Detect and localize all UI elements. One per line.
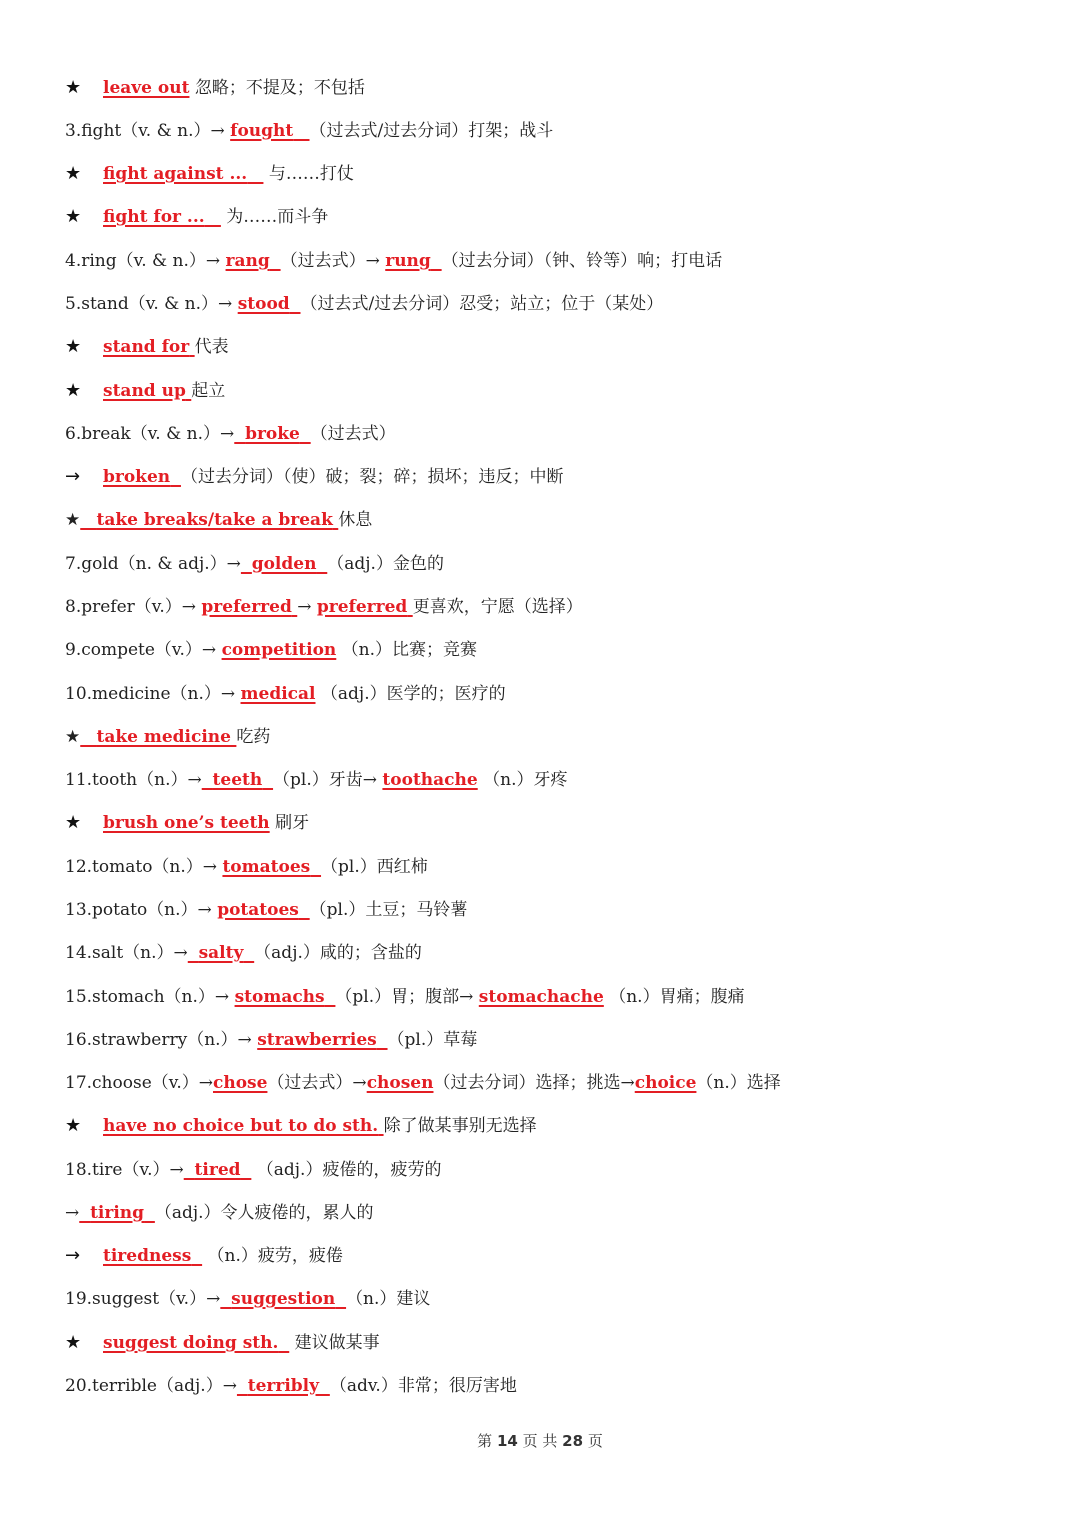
answer-blank-underline xyxy=(144,1203,155,1223)
answer-text: fought xyxy=(230,121,294,141)
total-page-count: 28 xyxy=(562,1432,584,1450)
line-text: （过去分词）选择；挑选→ xyxy=(433,1073,635,1093)
vocab-line xyxy=(65,765,567,795)
line-text: 建议做某事 xyxy=(289,1333,380,1353)
vocab-line xyxy=(65,1111,537,1141)
line-text: （pl.）胃；腹部→ xyxy=(335,987,479,1007)
answer-blank-underline xyxy=(80,727,96,747)
answer-text: take medicine xyxy=(96,727,231,747)
answer-blank-underline xyxy=(202,770,213,790)
line-text: 代表 xyxy=(194,337,229,357)
arrow-bullet-icon: → xyxy=(65,1245,81,1266)
answer-text: tiring xyxy=(90,1203,145,1223)
line-text: （adv.）非常；很厉害地 xyxy=(329,1376,517,1396)
line-text: （pl.）草莓 xyxy=(387,1030,478,1050)
line-text: （pl.）西红柿 xyxy=(321,857,428,877)
vocab-line xyxy=(65,852,428,882)
answer-text: potatoes xyxy=(217,900,299,920)
line-text: 3.fight（v. & n.）→ xyxy=(65,121,231,141)
answer-text: fight for ... xyxy=(103,207,205,227)
line-text: 9.compete（v.）→ xyxy=(65,640,222,660)
vocab-line xyxy=(65,419,396,449)
answer-text: stomachache xyxy=(478,987,604,1007)
answer-blank-underline xyxy=(290,294,301,314)
answer-text: medical xyxy=(240,684,316,704)
answer-text: tired xyxy=(194,1160,241,1180)
line-text: （n.）牙疼 xyxy=(477,770,568,790)
line-text: （n.）胃痛；腹痛 xyxy=(603,987,745,1007)
vocab-line xyxy=(65,462,563,492)
line-text: （n.）建议 xyxy=(346,1289,431,1309)
footer-middle: 页 共 xyxy=(522,1432,558,1450)
footer-prefix: 第 xyxy=(477,1432,493,1450)
line-text: 为……而斗争 xyxy=(220,207,329,227)
answer-blank-underline xyxy=(205,207,221,227)
answer-text: broke xyxy=(245,424,300,444)
answer-text: preferred xyxy=(316,597,408,617)
line-text: （adj.）咸的；含盐的 xyxy=(254,943,422,963)
answer-text: rang xyxy=(225,251,270,271)
answer-text: have no choice but to do sth. xyxy=(103,1116,379,1136)
line-text: （过去式）→ xyxy=(280,251,386,271)
line-text: 20.terrible（adj.）→ xyxy=(65,1376,237,1396)
answer-blank-underline xyxy=(220,1289,231,1309)
vocab-line xyxy=(65,549,444,579)
answer-blank-underline xyxy=(310,857,321,877)
answer-text: chose xyxy=(213,1073,268,1093)
answer-text: toothache xyxy=(382,770,478,790)
line-text: （过去分词）（使）破；裂；碎；损坏；违反；中断 xyxy=(180,467,564,487)
answer-text: salty xyxy=(198,943,244,963)
line-text: 与……打仗 xyxy=(263,164,354,184)
answer-text: tomatoes xyxy=(222,857,311,877)
line-text: 吃药 xyxy=(236,727,271,747)
line-text: 12.tomato（n.）→ xyxy=(65,857,223,877)
star-bullet-icon: ★ xyxy=(65,206,82,227)
answer-blank-underline xyxy=(79,1203,90,1223)
answer-blank-underline xyxy=(243,943,254,963)
vocab-line xyxy=(65,592,583,622)
vocab-line xyxy=(65,1155,441,1185)
vocab-line xyxy=(65,1371,517,1401)
answer-blank-underline xyxy=(241,1160,252,1180)
line-text: 起立 xyxy=(191,381,226,401)
line-text: （n.）比赛；竞赛 xyxy=(336,640,478,660)
line-text: 刷牙 xyxy=(269,813,310,833)
line-text: 更喜欢，宁愿（选择） xyxy=(412,597,583,617)
answer-blank-underline xyxy=(316,554,327,574)
line-text: （adj.）医学的；医疗的 xyxy=(315,684,506,704)
line-text: （过去式/过去分词）打架；战斗 xyxy=(309,121,554,141)
star-bullet-icon: ★ xyxy=(65,1115,82,1136)
answer-blank-underline xyxy=(278,1333,289,1353)
star-bullet-icon: ★ xyxy=(65,812,82,833)
answer-text: broken xyxy=(103,467,171,487)
answer-blank-underline xyxy=(377,1030,388,1050)
answer-text: terribly xyxy=(247,1376,320,1396)
line-text: ★ xyxy=(65,727,81,747)
vocab-line xyxy=(65,679,506,709)
line-text: 除了做某事别无选择 xyxy=(383,1116,537,1136)
line-text: （adj.）疲倦的，疲劳的 xyxy=(251,1160,442,1180)
line-text: 6.break（v. & n.）→ xyxy=(65,424,235,444)
answer-text: suggestion xyxy=(231,1289,336,1309)
arrow-bullet-icon: → xyxy=(65,466,81,487)
answer-text: stomachs xyxy=(234,987,325,1007)
line-text: （pl.）牙齿→ xyxy=(273,770,383,790)
answer-blank-underline xyxy=(188,943,199,963)
line-text: 11.tooth（n.）→ xyxy=(65,770,202,790)
line-text: 10.medicine（n.）→ xyxy=(65,684,241,704)
vocab-line xyxy=(65,635,477,665)
line-text: 17.choose（v.）→ xyxy=(65,1073,213,1093)
page-footer xyxy=(0,1430,1080,1451)
line-text: → xyxy=(65,1203,80,1223)
line-text: 4.ring（v. & n.）→ xyxy=(65,251,226,271)
answer-text: brush one’s teeth xyxy=(103,813,270,833)
answer-blank-underline xyxy=(319,1376,330,1396)
star-bullet-icon: ★ xyxy=(65,163,82,184)
line-text: 14.salt（n.）→ xyxy=(65,943,188,963)
answer-text: fight against ... xyxy=(103,164,248,184)
star-bullet-icon: ★ xyxy=(65,336,82,357)
vocab-line xyxy=(65,938,422,968)
answer-blank-underline xyxy=(241,554,252,574)
line-text: 13.potato（n.）→ xyxy=(65,900,218,920)
line-text: 8.prefer（v.）→ xyxy=(65,597,202,617)
line-text: （pl.）土豆；马铃薯 xyxy=(309,900,468,920)
answer-text: golden xyxy=(251,554,317,574)
vocab-line xyxy=(65,722,270,752)
answer-blank-underline xyxy=(170,467,181,487)
line-text: （过去式） xyxy=(310,424,396,444)
vocab-line xyxy=(65,895,467,925)
answer-blank-underline xyxy=(237,1376,248,1396)
answer-text: leave out xyxy=(103,78,190,98)
answer-text: competition xyxy=(221,640,337,660)
current-page-number: 14 xyxy=(496,1432,518,1450)
vocab-line xyxy=(65,116,553,146)
vocab-line xyxy=(65,1198,374,1228)
answer-blank-underline xyxy=(270,251,281,271)
star-bullet-icon: ★ xyxy=(65,77,82,98)
vocab-line xyxy=(65,505,372,535)
vocab-line xyxy=(65,332,229,362)
line-text: 7.gold（n. & adj.）→ xyxy=(65,554,241,574)
vocab-line xyxy=(65,1328,380,1358)
answer-blank-underline xyxy=(184,1160,195,1180)
answer-text: stood xyxy=(237,294,290,314)
line-text: 5.stand（v. & n.）→ xyxy=(65,294,238,314)
vocab-line xyxy=(65,1284,430,1314)
line-text: （过去式）→ xyxy=(267,1073,367,1093)
answer-text: choice xyxy=(634,1073,697,1093)
answer-blank-underline xyxy=(299,900,310,920)
answer-blank-underline xyxy=(247,164,263,184)
line-text: （adj.）金色的 xyxy=(327,554,444,574)
answer-blank-underline xyxy=(80,510,96,530)
vocab-line xyxy=(65,159,354,189)
answer-blank-underline xyxy=(325,987,336,1007)
line-text: 18.tire（v.）→ xyxy=(65,1160,184,1180)
vocab-line xyxy=(65,1068,781,1098)
answer-blank-underline xyxy=(335,1289,346,1309)
footer-suffix: 页 xyxy=(587,1432,603,1450)
vocab-line xyxy=(65,808,309,838)
answer-text: strawberries xyxy=(257,1030,377,1050)
answer-text: chosen xyxy=(366,1073,434,1093)
vocab-line xyxy=(65,202,328,232)
line-text: 15.stomach（n.）→ xyxy=(65,987,235,1007)
vocab-line xyxy=(65,1025,477,1055)
answer-text: stand for xyxy=(103,337,190,357)
answer-text: teeth xyxy=(212,770,263,790)
answer-blank-underline xyxy=(191,1246,202,1266)
answer-blank-underline xyxy=(234,424,245,444)
line-text: （过去分词）（钟、铃等）响；打电话 xyxy=(441,251,723,271)
line-text: （adj.）令人疲倦的，累人的 xyxy=(154,1203,374,1223)
line-text: 16.strawberry（n.）→ xyxy=(65,1030,258,1050)
answer-text: rung xyxy=(385,251,431,271)
answer-blank-underline xyxy=(293,121,309,141)
answer-blank-underline xyxy=(431,251,442,271)
line-text: 19.suggest（v.）→ xyxy=(65,1289,221,1309)
star-bullet-icon: ★ xyxy=(65,1332,82,1353)
line-text: 忽略；不提及；不包括 xyxy=(189,78,365,98)
line-text: 休息 xyxy=(338,510,373,530)
vocab-line xyxy=(65,73,365,103)
vocab-line xyxy=(65,246,722,276)
answer-text: preferred xyxy=(201,597,292,617)
answer-text: take breaks/take a break xyxy=(96,510,333,530)
answer-text: suggest doing sth. xyxy=(103,1333,279,1353)
answer-blank-underline xyxy=(262,770,273,790)
answer-blank-underline xyxy=(300,424,311,444)
line-text: ★ xyxy=(65,510,81,530)
vocab-line xyxy=(65,1241,343,1271)
line-text: （n.）选择 xyxy=(696,1073,781,1093)
answer-text: stand up xyxy=(103,381,186,401)
line-text: （n.）疲劳，疲倦 xyxy=(202,1246,343,1266)
line-text: （过去式/过去分词）忍受；站立；位于（某处） xyxy=(300,294,664,314)
vocab-line xyxy=(65,376,225,406)
answer-text: tiredness xyxy=(103,1246,192,1266)
line-text: → xyxy=(297,597,317,617)
vocab-line xyxy=(65,982,745,1012)
star-bullet-icon: ★ xyxy=(65,380,82,401)
vocab-line xyxy=(65,289,663,319)
